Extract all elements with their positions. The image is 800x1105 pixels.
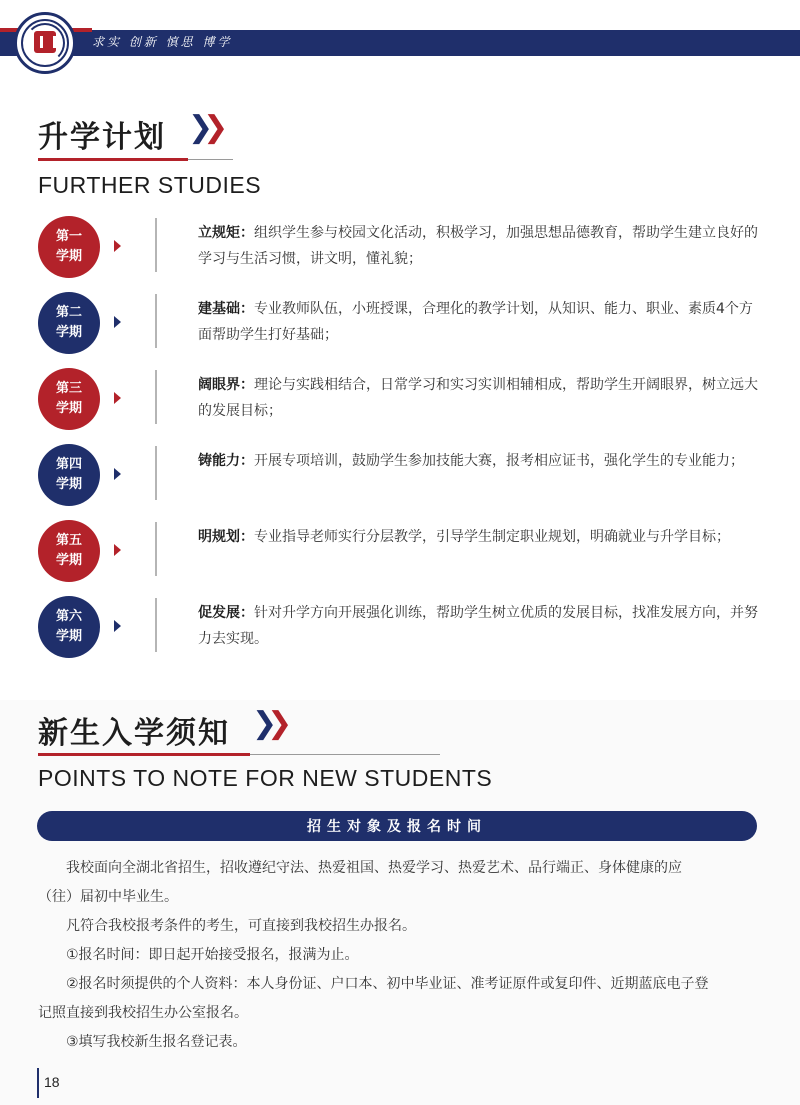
semester-label: 明规划： xyxy=(198,529,254,545)
badge-line: 第三 xyxy=(55,381,82,396)
semester-badge xyxy=(38,216,100,278)
semester-badge xyxy=(38,292,100,354)
badge-line: 第五 xyxy=(55,533,82,548)
semester-row xyxy=(38,596,768,662)
badge-line: 学期 xyxy=(55,477,82,492)
school-logo xyxy=(14,12,76,74)
semester-label: 铸能力： xyxy=(198,453,254,469)
logo-mark-icon xyxy=(34,31,56,53)
semester-row xyxy=(38,216,768,282)
triangle-right-icon xyxy=(114,240,121,252)
notes-paragraph: ③填写我校新生报名登记表。 xyxy=(66,1034,247,1050)
notes-paragraph: ①报名时间：即日起开始接受报名，报满为止。 xyxy=(66,947,359,963)
triangle-right-icon xyxy=(114,544,121,556)
title-underline-red xyxy=(38,158,188,161)
divider xyxy=(155,598,157,652)
badge-line: 学期 xyxy=(55,401,82,416)
title-underline-gray xyxy=(250,754,440,755)
enrollment-notes xyxy=(38,854,758,1057)
semester-text: 理论与实践相结合，日常学习和实习实训相辅相成，帮助学生开阔眼界，树立远大的发展目标； xyxy=(198,377,758,419)
triangle-right-icon xyxy=(114,468,121,480)
semester-row xyxy=(38,520,768,586)
notes-paragraph: 凡符合我校报考条件的考生，可直接到我校招生办报名。 xyxy=(66,918,416,934)
badge-line: 学期 xyxy=(55,629,82,644)
notes-paragraph: ②报名时须提供的个人资料：本人身份证、户口本、初中毕业证、准考证原件或复印件、近期蓝底电子登 xyxy=(66,976,709,992)
notes-paragraph: 我校面向全湖北省招生，招收遵纪守法、热爱祖国、热爱学习、热爱艺术、品行端正、身体健康的应 xyxy=(66,860,682,876)
badge-line: 学期 xyxy=(55,553,82,568)
semester-description xyxy=(198,296,760,348)
semester-badge xyxy=(38,444,100,506)
badge-line: 学期 xyxy=(55,249,82,264)
semester-text: 专业指导老师实行分层教学，引导学生制定职业规划，明确就业与升学目标； xyxy=(254,529,730,545)
badge-line: 第四 xyxy=(55,457,82,472)
semester-badge xyxy=(38,368,100,430)
divider xyxy=(155,294,157,348)
page-number: 18 xyxy=(44,1074,60,1090)
semester-label: 立规矩： xyxy=(198,225,254,241)
semester-badge xyxy=(38,520,100,582)
section-subtitle-en: FURTHER STUDIES xyxy=(38,172,262,198)
semester-description xyxy=(198,448,760,474)
semester-text: 专业教师队伍，小班授课，合理化的教学计划，从知识、能力、职业、素质4个方面帮助学生打好基础； xyxy=(198,301,753,343)
badge-line: 学期 xyxy=(55,325,82,340)
enrollment-banner: 招生对象及报名时间 xyxy=(37,811,757,841)
badge-line: 第二 xyxy=(55,305,82,320)
section-subtitle-en: POINTS TO NOTE FOR NEW STUDENTS xyxy=(38,765,493,791)
school-motto: 求实 创新 慎思 博学 xyxy=(92,35,233,49)
double-chevron-icon: ❯❯ xyxy=(252,706,283,741)
semester-row xyxy=(38,444,768,510)
divider xyxy=(155,522,157,576)
semester-badge xyxy=(38,596,100,658)
semester-row xyxy=(38,292,768,358)
title-underline-gray xyxy=(188,159,233,160)
semester-text: 组织学生参与校园文化活动，积极学习，加强思想品德教育，帮助学生建立良好的学习与生活习惯，讲文明，懂礼貌； xyxy=(198,225,758,267)
notes-paragraph: 记照直接到我校招生办公室报名。 xyxy=(38,1005,248,1021)
divider xyxy=(155,446,157,500)
page-number-bar xyxy=(37,1068,39,1098)
triangle-right-icon xyxy=(114,392,121,404)
semester-label: 促发展： xyxy=(198,605,254,621)
semester-description xyxy=(198,220,760,272)
divider xyxy=(155,218,157,272)
semester-description xyxy=(198,600,760,652)
triangle-right-icon xyxy=(114,620,121,632)
divider xyxy=(155,370,157,424)
triangle-right-icon xyxy=(114,316,121,328)
section-title-further-studies: 升学计划 xyxy=(38,120,166,155)
notes-paragraph: （往）届初中毕业生。 xyxy=(38,889,178,905)
badge-line: 第一 xyxy=(55,229,82,244)
section-title-new-students: 新生入学须知 xyxy=(38,716,230,751)
semester-text: 针对升学方向开展强化训练，帮助学生树立优质的发展目标，找准发展方向，并努力去实现。 xyxy=(198,605,758,647)
double-chevron-icon: ❯❯ xyxy=(188,110,219,145)
semester-row xyxy=(38,368,768,434)
semester-label: 建基础： xyxy=(198,301,254,317)
semester-text: 开展专项培训，鼓励学生参加技能大赛，报考相应证书，强化学生的专业能力； xyxy=(254,453,744,469)
semester-label: 阔眼界： xyxy=(198,377,254,393)
title-underline-red xyxy=(38,753,250,756)
semester-description xyxy=(198,372,760,424)
badge-line: 第六 xyxy=(55,609,82,624)
semester-description xyxy=(198,524,760,550)
